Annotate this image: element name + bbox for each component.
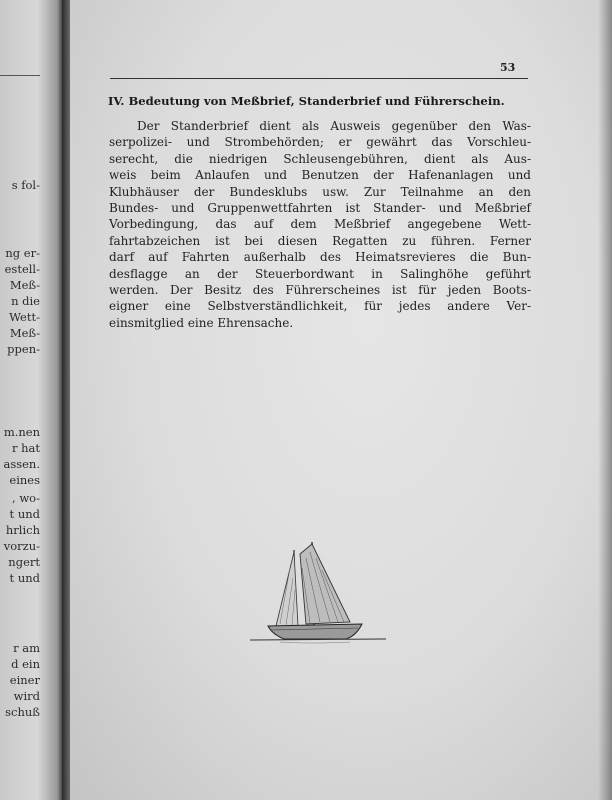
body-line: eigner eine Selbstverständlichkeit, für jedes andere Ver-: [109, 299, 531, 314]
body-line: desflagge an der Steuerbordwant in Salinghöhe geführt: [109, 266, 531, 281]
left-page-fragment: r am: [13, 641, 40, 655]
left-page-fragment: n die: [11, 294, 40, 308]
left-page-fragment: assen.: [3, 457, 40, 471]
body-line: Vorbedingung, das auf dem Meßbrief angegebene Wett-: [109, 217, 531, 232]
body-line: weis beim Anlaufen und Benutzen der Hafenanlagen und: [109, 168, 531, 183]
left-page-fragment: r hat: [11, 441, 40, 455]
body-line: darf auf Fahrten außerhalb des Heimatsrevieres die Bun-: [109, 250, 531, 265]
body-line: Der Standerbrief dient als Ausweis gegenüber den Was-: [137, 119, 531, 133]
left-page-fragment: t und: [9, 507, 40, 521]
left-page-fragment: Meß-: [9, 326, 40, 340]
left-page-rule: [0, 75, 40, 76]
left-page-fragment: ng er-: [5, 246, 40, 260]
left-page-fragment: ppen-: [7, 342, 40, 356]
left-page-fragment: eines: [9, 473, 40, 487]
left-page-fragment: t und: [9, 571, 40, 585]
sailboat-illustration: [250, 538, 390, 648]
body-line: werden. Der Besitz des Führerscheines ist für jeden Boots-: [109, 282, 531, 297]
left-page-fragment: einer: [9, 673, 40, 687]
body-line: serpolizei- und Strombehörden; er gewährt das Vorschleu-: [109, 135, 531, 150]
body-line: Bundes- und Gruppenwettfahrten ist Stander- und Meßbrief: [109, 200, 531, 215]
right-page: [70, 0, 612, 800]
right-page-shadow: [598, 0, 612, 800]
left-page-fragment: wird: [13, 689, 40, 703]
header-rule: [110, 78, 528, 79]
left-page-fragment: vorzu-: [3, 539, 40, 553]
left-page-fragment: , wo-: [12, 491, 40, 505]
page-number: 53: [500, 61, 516, 74]
body-line: serecht, die niedrigen Schleusengebühren, dient als Aus-: [109, 151, 531, 166]
body-line: Klubhäuser der Bundesklubs usw. Zur Teilnahme an den: [109, 184, 531, 199]
body-line: einsmitglied eine Ehrensache.: [109, 315, 294, 330]
left-page-fragment: Wett-: [9, 310, 40, 324]
left-page-fragment: ngert: [8, 555, 40, 569]
body-line: fahrtabzeichen ist bei diesen Regatten zu führen. Ferner: [109, 233, 531, 248]
section-heading: IV. Bedeutung von Meßbrief, Standerbrief und Führerschein.: [108, 94, 505, 108]
left-page-fragment: m.nen: [3, 425, 40, 439]
left-page-fragment: schuß: [5, 705, 40, 719]
left-page-fragment: d ein: [11, 657, 40, 671]
left-page-fragment: estell-: [4, 262, 40, 276]
left-page-fragment: s fol-: [11, 178, 40, 192]
left-page-edge: [0, 0, 62, 800]
left-page-fragment: hrlich: [5, 523, 40, 537]
left-page-fragment: Meß-: [9, 278, 40, 292]
body-paragraph: [109, 118, 531, 331]
